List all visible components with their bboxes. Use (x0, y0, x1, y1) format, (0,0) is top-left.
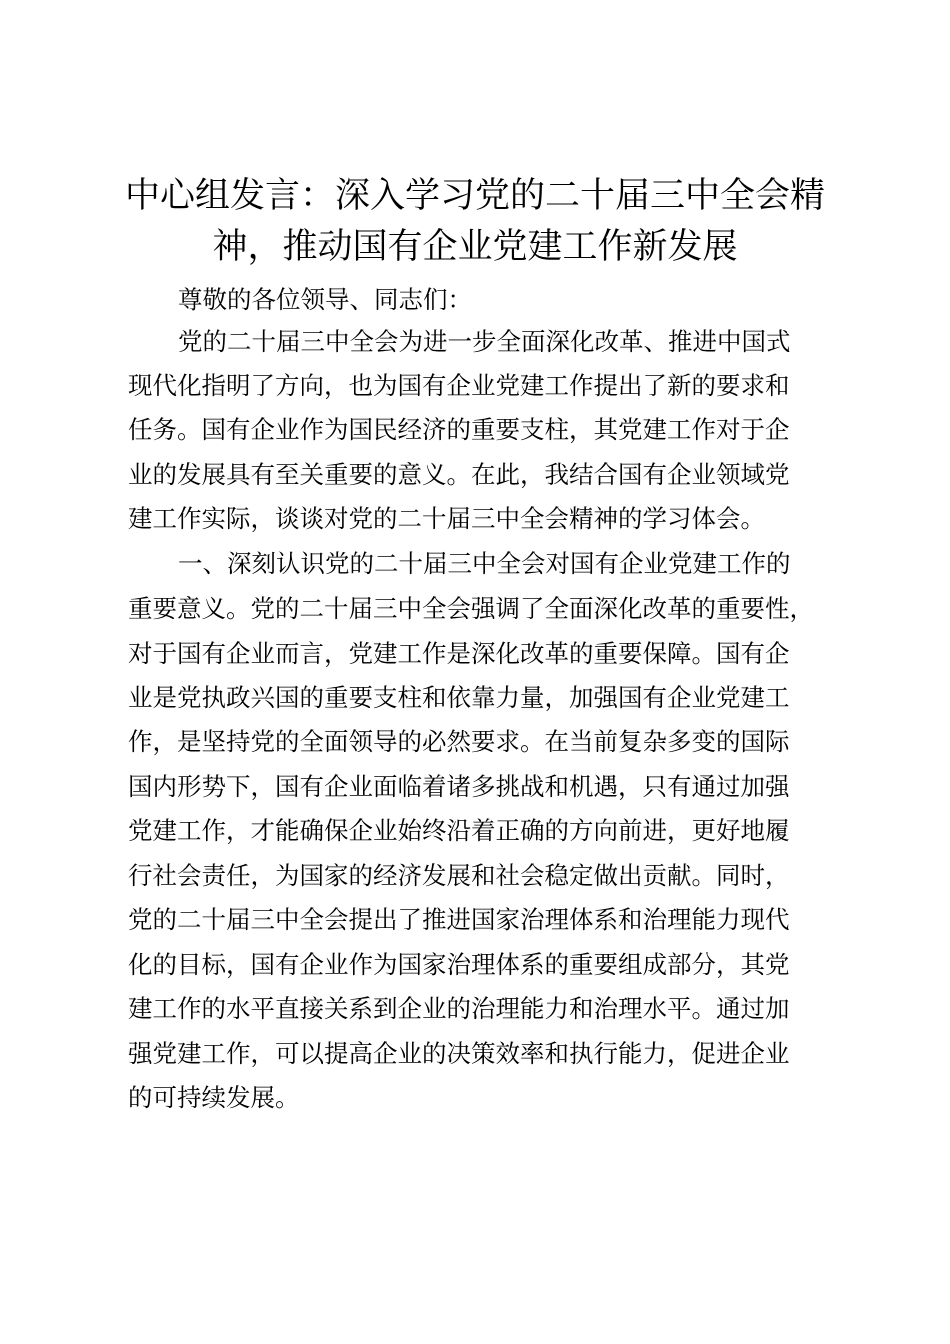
paragraph-1-line: 业的发展具有至关重要的意义。在此，我结合国有企业领域党 (128, 460, 790, 489)
paragraph-2-line: 作，是坚持党的全面领导的必然要求。在当前复杂多变的国际 (128, 727, 790, 756)
paragraph-2-line: 业是党执政兴国的重要支柱和依靠力量，加强国有企业党建工 (128, 683, 790, 712)
paragraph-1-line: 党的二十届三中全会为进一步全面深化改革、推进中国式 (178, 327, 791, 356)
paragraph-2-line: 党的二十届三中全会提出了推进国家治理体系和治理能力现代 (128, 905, 790, 934)
document-title-line-2: 神，推动国有企业党建工作新发展 (212, 227, 738, 267)
paragraph-2-line: 建工作的水平直接关系到企业的治理能力和治理水平。通过加 (128, 994, 790, 1023)
paragraph-2-line: 国内形势下，国有企业面临着诸多挑战和机遇，只有通过加强 (128, 772, 790, 801)
paragraph-2-line: 强党建工作，可以提高企业的决策效率和执行能力，促进企业 (128, 1039, 790, 1068)
paragraph-1-line: 任务。国有企业作为国民经济的重要支柱，其党建工作对于企 (128, 415, 790, 444)
paragraph-2-line: 的可持续发展。 (128, 1083, 300, 1112)
paragraph-2-line: 对于国有企业而言，党建工作是深化改革的重要保障。国有企 (128, 639, 790, 668)
paragraph-2-line: 党建工作，才能确保企业始终沿着正确的方向前进，更好地履 (128, 816, 790, 845)
paragraph-2-line: 化的目标，国有企业作为国家治理体系的重要组成部分，其党 (128, 950, 790, 979)
paragraph-2-line: 一、深刻认识党的二十届三中全会对国有企业党建工作的 (178, 549, 791, 578)
document-title-line-1: 中心组发言：深入学习党的二十届三中全会精 (124, 176, 825, 216)
paragraph-2-line: 重要意义。党的二十届三中全会强调了全面深化改革的重要性， (128, 594, 814, 623)
paragraph-1-line: 建工作实际，谈谈对党的二十届三中全会精神的学习体会。 (128, 504, 765, 533)
salutation: 尊敬的各位领导、同志们： (178, 285, 472, 314)
paragraph-1-line: 现代化指明了方向，也为国有企业党建工作提出了新的要求和 (128, 371, 790, 400)
paragraph-2-line: 行社会责任，为国家的经济发展和社会稳定做出贡献。同时， (128, 861, 790, 890)
